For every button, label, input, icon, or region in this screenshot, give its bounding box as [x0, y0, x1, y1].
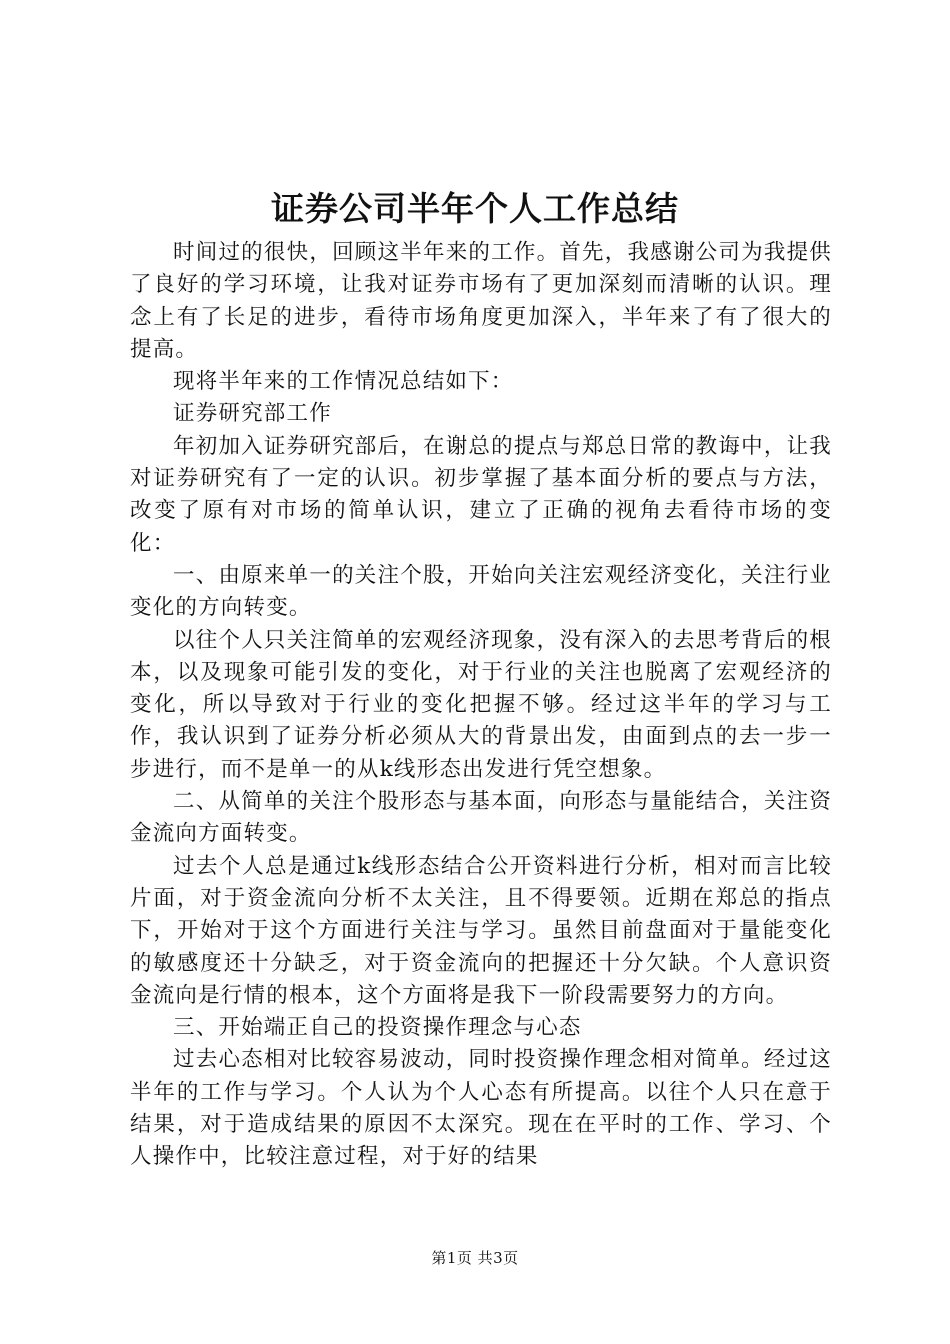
document-body [130, 237, 832, 1174]
point-three-body: 过去心态相对比较容易波动，同时投资操作理念相对简单。经过这半年的工作与学习。个人认为个人心态有所提高。以往个人只在意于结果，对于造成结果的原因不太深究。现在在平时的工作、学习、个人操作中，比较注意过程，对于好的结果 [130, 1047, 832, 1170]
point-one-heading: 一、由原来单一的关注个股，开始向关注宏观经济变化，关注行业变化的方向转变。 [130, 562, 832, 621]
page-number: 第1页 共3页 [431, 1249, 519, 1267]
paragraph-intro: 时间过的很快，回顾这半年来的工作。首先，我感谢公司为我提供了良好的学习环境，让我对证券市场有了更加深刻而清晰的认识。理念上有了长足的进步，看待市场角度更加深入，半年来了有了很大的提高。 [130, 240, 832, 362]
point-two-body: 过去个人总是通过k线形态结合公开资料进行分析，相对而言比较片面，对于资金流向分析不太关注，且不得要领。近期在郑总的指点下，开始对于这个方面进行关注与学习。虽然目前盘面对于量能变化的敏感度还十分缺乏，对于资金流向的把握还十分欠缺。个人意识资金流向是行情的根本，这个方面将是我下一阶段需要努力的方向。 [130, 853, 832, 1008]
paragraph-summary-lead: 现将半年来的工作情况总结如下： [173, 369, 514, 395]
point-three-heading: 三、开始端正自己的投资操作理念与心态 [173, 1015, 582, 1041]
point-two-heading: 二、从简单的关注个股形态与基本面，向形态与量能结合，关注资金流向方面转变。 [130, 789, 832, 847]
section-heading-research: 证券研究部工作 [173, 401, 332, 427]
document-title: 证券公司半年个人工作总结 [271, 189, 679, 228]
paragraph-research: 年初加入证券研究部后，在谢总的提点与郑总日常的教诲中，让我对证券研究有了一定的认识。初步掌握了基本面分析的要点与方法，改变了原有对市场的简单认识，建立了正确的视角去看待市场的变化： [130, 433, 832, 556]
point-one-body: 以往个人只关注简单的宏观经济现象，没有深入的去思考背后的根本，以及现象可能引发的变化，对于行业的关注也脱离了宏观经济的变化，所以导致对于行业的变化把握不够。经过这半年的学习与工作，我认识到了证券分析必须从大的背景出发，由面到点的去一步一步进行，而不是单一的从k线形态出发进行凭空想象。 [130, 627, 832, 782]
